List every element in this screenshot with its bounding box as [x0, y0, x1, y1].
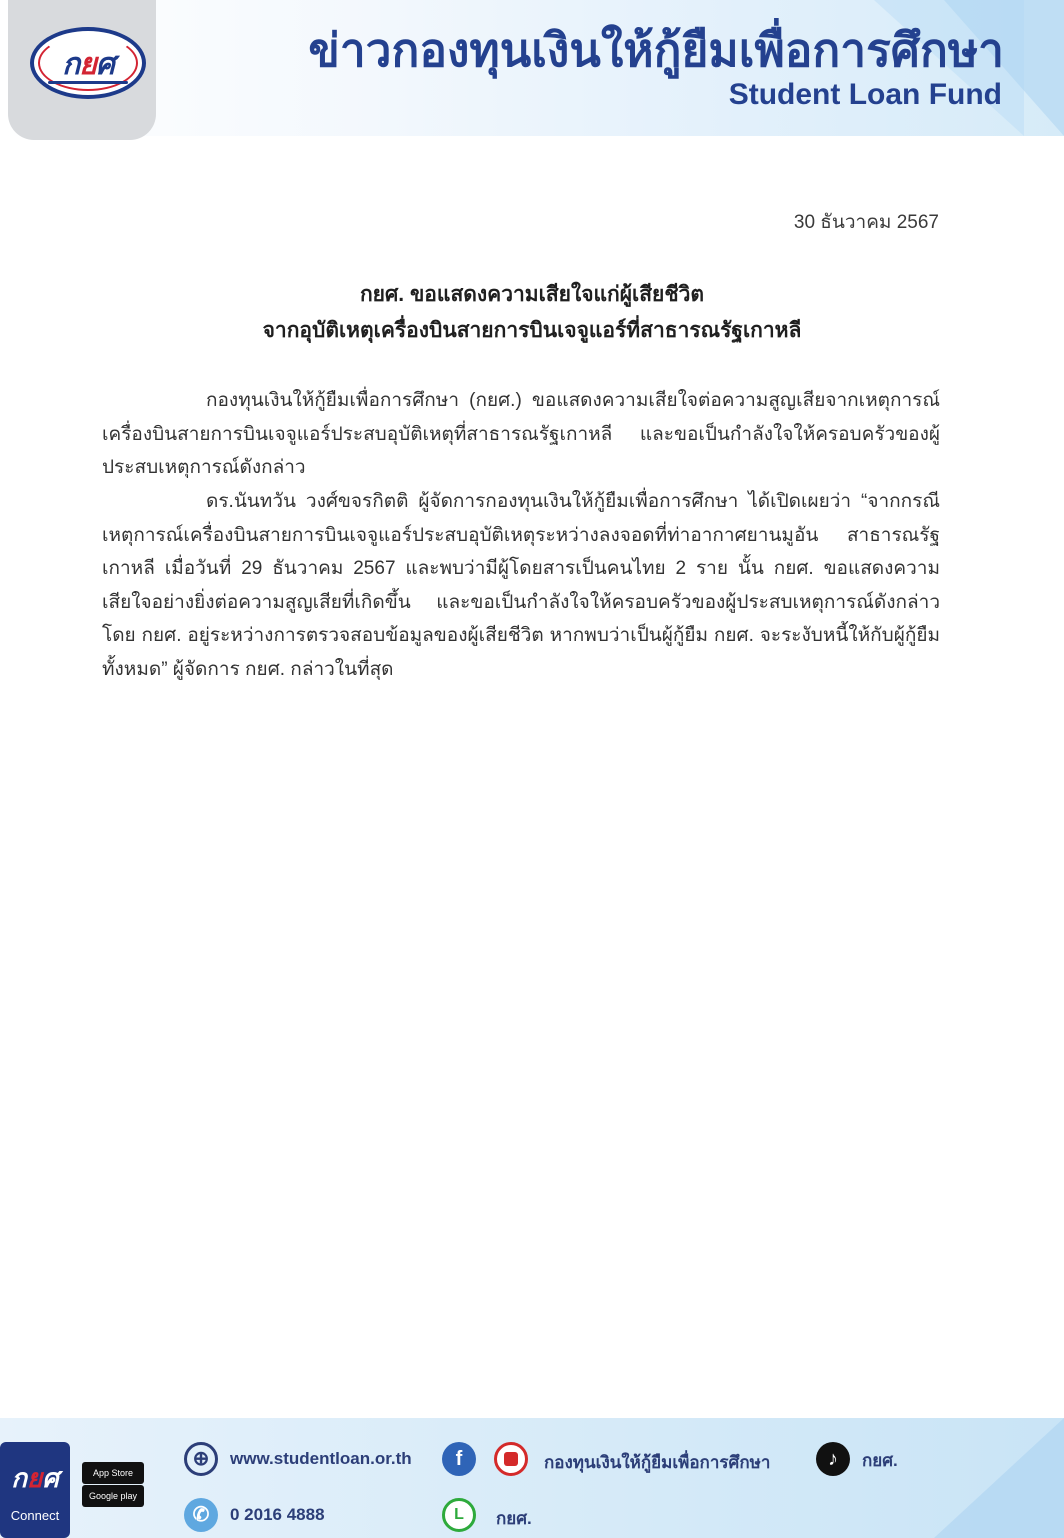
connect-app-logo	[0, 1442, 70, 1538]
google-play-badge[interactable]: Google play	[82, 1485, 144, 1507]
globe-icon: ⊕	[184, 1442, 218, 1476]
footer-decoration	[934, 1418, 1064, 1538]
header-title-th: ข่าวกองทุนเงินให้กู้ยืมเพื่อการศึกษา	[308, 24, 1004, 76]
website-link[interactable]: www.studentloan.or.th	[230, 1449, 412, 1468]
phone-icon: ✆	[184, 1498, 218, 1532]
logo-mark: กยศ	[62, 48, 114, 81]
headline-line-2: จากอุบัติเหตุเครื่องบินสายการบินเจจูแอร์ที่สาธารณรัฐเกาหลี	[262, 319, 802, 342]
slf-logo	[30, 27, 146, 99]
tiktok-icon[interactable]: ♪	[816, 1442, 850, 1476]
header-title-en: Student Loan Fund	[728, 78, 1002, 111]
page-footer	[0, 1418, 1064, 1538]
body-paragraph-1: กองทุนเงินให้กู้ยืมเพื่อการศึกษา (กยศ.) ขอแสดงความเสียใจต่อความสูญเสียจากเหตุการณ์เครื่องบินสายการบินเจจูแอร์ประสบอุบัติเหตุที่สาธารณรัฐเกาหลี และขอเป็นกำลังใจให้ครอบครัวของผู้ประสบเหตุการณ์ดังกล่าว	[102, 390, 940, 478]
headline-line-1: กยศ. ขอแสดงความเสียใจแก่ผู้เสียชีวิต	[359, 283, 705, 306]
connect-logo-text: Connect	[10, 1508, 60, 1523]
logo-underline	[48, 81, 128, 84]
facebook-icon[interactable]: f	[442, 1442, 476, 1476]
tiktok-name[interactable]: กยศ.	[862, 1451, 898, 1470]
facebook-youtube-name[interactable]: กองทุนเงินให้กู้ยืมเพื่อการศึกษา	[544, 1453, 771, 1472]
youtube-icon[interactable]	[494, 1442, 528, 1476]
document-date: 30 ธันวาคม 2567	[793, 212, 939, 233]
logo-container	[8, 0, 156, 140]
line-icon[interactable]: L	[442, 1498, 476, 1532]
phone-number[interactable]: 0 2016 4888	[230, 1505, 325, 1524]
connect-logo-mark: กยศ	[11, 1463, 59, 1493]
body-paragraph-2: ดร.นันทวัน วงศ์ขจรกิตติ ผู้จัดการกองทุนเงินให้กู้ยืมเพื่อการศึกษา ได้เปิดเผยว่า “จากกรณีเหตุการณ์เครื่องบินสายการบินเจจูแอร์ประสบอุบัติเหตุระหว่างลงจอดที่ท่าอากาศยานมูอัน สาธารณรัฐเกาหลี เมื่อวันที่ 29 ธันวาคม 2567 และพบว่ามีผู้โดยสารเป็นคนไทย 2 ราย นั้น กยศ. ขอแสดงความเสียใจอย่างยิ่งต่อความสูญเสียที่เกิดขึ้น และขอเป็นกำลังใจให้ครอบครัวของผู้ประสบเหตุการณ์ดังกล่าว โดย กยศ. อยู่ระหว่างการตรวจสอบข้อมูลของผู้เสียชีวิต หากพบว่าเป็นผู้กู้ยืม กยศ. จะระงับหนี้ให้กับผู้กู้ยืมทั้งหมด” ผู้จัดการ กยศ. กล่าวในที่สุด	[102, 491, 940, 680]
app-store-badge[interactable]: App Store	[82, 1462, 144, 1484]
line-name[interactable]: กยศ.	[496, 1509, 532, 1528]
